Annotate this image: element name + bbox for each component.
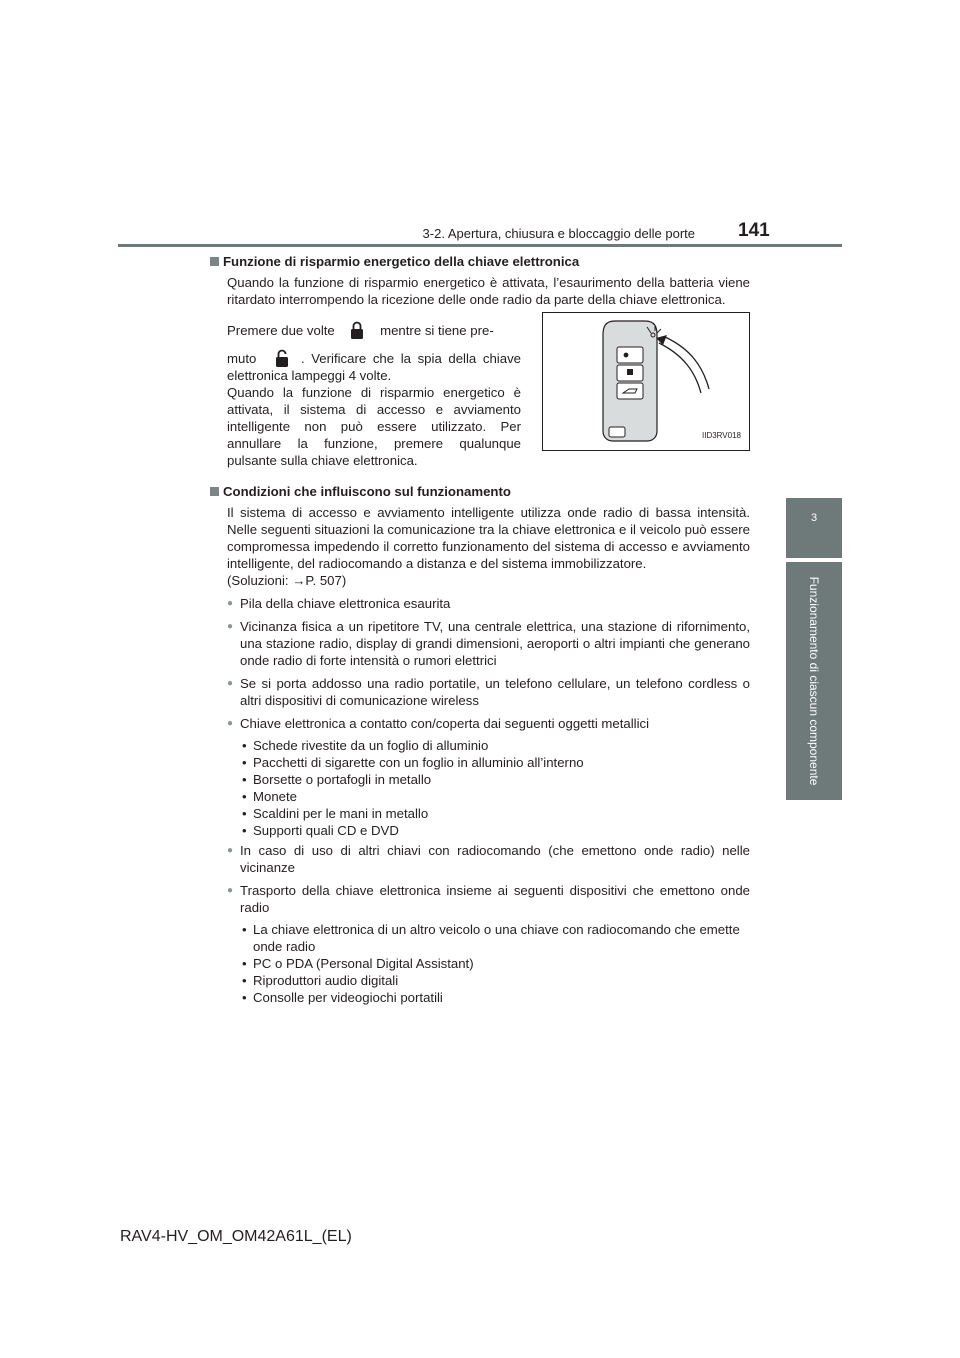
square-bullet-icon [210, 257, 219, 266]
list-item: ● In caso di uso di altri chiavi con radiocomando (che emettono onde radio) nelle vicinanze [227, 842, 750, 876]
list-item: ● Pila della chiave elettronica esaurita [227, 595, 750, 612]
sub-list-item: • Riproduttori audio digitali [240, 972, 750, 989]
footer-doc-code: RAV4-HV_OM_OM42A61L_(EL) [120, 1228, 352, 1245]
electronic-key-figure [542, 312, 750, 451]
metal-items-list [210, 737, 750, 839]
section-conditions [210, 483, 750, 1006]
chapter-number: 3 [810, 512, 818, 524]
sub-list-item: • Scaldini per le mani in metallo [240, 805, 750, 822]
page-content [210, 253, 750, 1006]
sub-list-item: • Monete [240, 788, 750, 805]
unlock-icon [275, 349, 289, 367]
energy-saving-paragraph: Quando la funzione di risparmio energetico è attivata, l’esaurimento della batteria viene ritardato interrompendo la ricezione delle onde radio da parte della chiave elettronica. [227, 275, 750, 307]
square-bullet-icon [210, 487, 219, 496]
instruction-with-figure [210, 321, 750, 469]
chapter-side-bar [786, 562, 842, 800]
conditions-paragraph: Il sistema di accesso e avviamento intelligente utilizza onde radio di bassa intensità. Nelle seguenti situazioni la comunicazione tra la chiave elettronica e il veicolo può essere compromessa impedendo il corretto funzionamento del sistema di accesso e avviamento intelligente, del radiocomando a distanza e del sistema immobilizzatore. (Soluzioni: →P. 507) [227, 505, 750, 588]
list-item: ● Vicinanza fisica a un ripetitore TV, una centrale elettrica, una stazione di rifornimento, una stazione radio, display di grandi dimensioni, aeroporti o altri impianti che generano onde radio di forte intensità o rumori elettrici [227, 618, 750, 669]
instruction-text: Premere due volte mentre si tiene pre- muto . Verificare che la spia della chiave elettronica lampeggi 4 volte. Quando la funzione di risparmio energetico è attivata, il sistema di accesso e avviamento intelligente non può essere utilizzato. Per annullare la funzione, premere qualunque pulsante sulla chiave elettronica. [227, 323, 521, 468]
sub-list-item: • Pacchetti di sigarette con un foglio in alluminio all’interno [240, 754, 750, 771]
solutions-reference: (Soluzioni: →P. 507) [227, 573, 347, 588]
list-item: ● Chiave elettronica a contatto con/coperta dai seguenti oggetti metallici [227, 715, 750, 732]
section-heading-conditions: Condizioni che influiscono sul funzionamento [210, 483, 750, 500]
sub-list-item: • Supporti quali CD e DVD [240, 822, 750, 839]
sub-list-item: • Schede rivestite da un foglio di alluminio [240, 737, 750, 754]
section-heading-energy-saving: Funzione di risparmio energetico della chiave elettronica [210, 253, 750, 270]
sub-list-item: • Borsette o portafogli in metallo [240, 771, 750, 788]
header-section-title: 3-2. Apertura, chiusura e bloccaggio delle porte [422, 226, 695, 241]
sub-list-item: • PC o PDA (Personal Digital Assistant) [240, 955, 750, 972]
sub-list-item: • La chiave elettronica di un altro veicolo o una chiave con radiocomando che emette onde radio [240, 921, 750, 955]
figure-code: IID3RV018 [702, 431, 741, 440]
list-item: ● Se si porta addosso una radio portatile, un telefono cellulare, un telefono cordless o altri dispositivi di comunicazione wireless [227, 675, 750, 709]
page-number: 141 [738, 220, 770, 241]
list-item: ● Trasporto della chiave elettronica insieme ai seguenti dispositivi che emettono onde radio [227, 882, 750, 916]
device-items-list [210, 921, 750, 1006]
lock-icon [350, 321, 364, 339]
chapter-tab [786, 498, 842, 558]
header-rule [118, 244, 842, 247]
chapter-title: Funzionamento di ciascun componente [807, 576, 821, 786]
sub-list-item: • Consolle per videogiochi portatili [240, 989, 750, 1006]
